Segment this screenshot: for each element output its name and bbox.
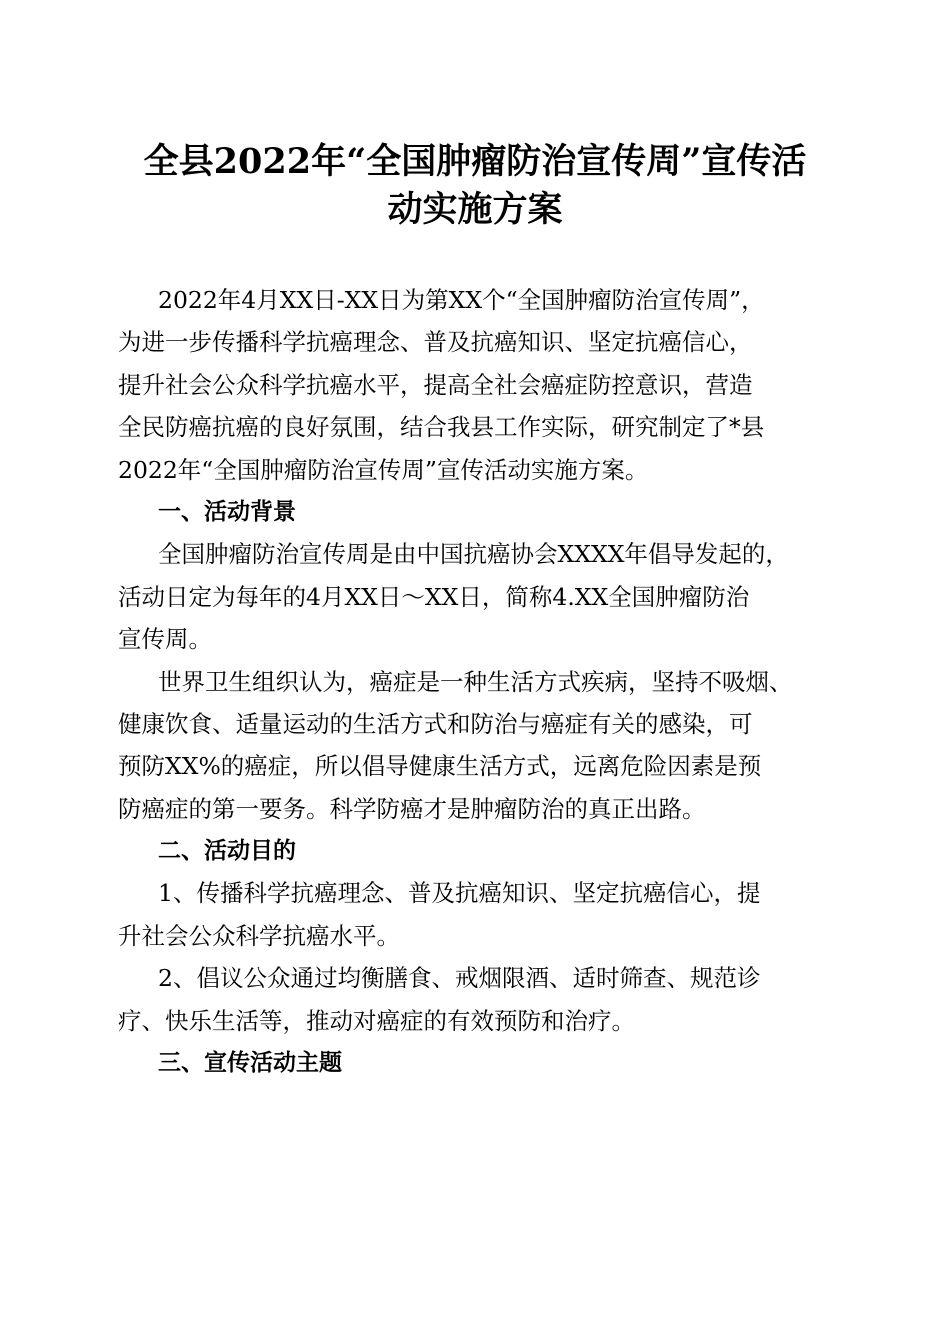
intro-line: 提升社会公众科学抗癌水平，提高全社会癌症防控意识，营造 [118,370,753,399]
section-heading-background: 一、活动背景 [158,498,296,525]
list-item-line: 疗、快乐生活等，推动对癌症的有效预防和治疗。 [118,1006,635,1035]
intro-line: 全民防癌抗癌的良好氛围，结合我县工作实际，研究制定了*县 [118,413,765,442]
list-item-line: 1、传播科学抗癌理念、普及抗癌知识、坚定抗癌信心，提 [158,879,761,908]
paragraph-line: 世界卫生组织认为，癌症是一种生活方式疾病，坚持不吸烟、 [158,667,793,696]
intro-line: 2022年“全国肿瘤防治宣传周”宣传活动实施方案。 [118,455,649,484]
paragraph-line: 健康饮食、适量运动的生活方式和防治与癌症有关的感染，可 [118,709,753,738]
section-heading-theme: 三、宣传活动主题 [158,1050,342,1077]
title-line: 全县2022年“全国肿瘤防治宣传周”宣传活 [143,141,807,182]
intro-line: 2022年4月XX日-XX日为第XX个“全国肿瘤防治宣传周”， [158,286,765,314]
intro-line: 为进一步传播科学抗癌理念、普及抗癌知识、坚定抗癌信心， [118,328,753,357]
document-body [118,279,838,1084]
paragraph-line: 活动日定为每年的4月XX日～XX日，简称4.XX全国肿瘤防治 [118,582,750,611]
list-item-line: 升社会公众科学抗癌水平。 [118,921,400,950]
paragraph-line: 防癌症的第一要务。科学防癌才是肿瘤防治的真正出路。 [118,794,706,823]
list-item-line: 2、倡议公众通过均衡膳食、戒烟限酒、适时筛查、规范诊 [158,964,761,993]
paragraph-line: 全国肿瘤防治宣传周是由中国抗癌协会XXXX年倡导发起的， [158,540,789,569]
paragraph-line: 预防XX%的癌症，所以倡导健康生活方式，远离危险因素是预 [118,752,762,781]
document-title [110,138,840,234]
paragraph-line: 宣传周。 [118,625,212,654]
section-heading-purpose: 二、活动目的 [158,838,296,865]
title-line: 动实施方案 [387,189,563,230]
